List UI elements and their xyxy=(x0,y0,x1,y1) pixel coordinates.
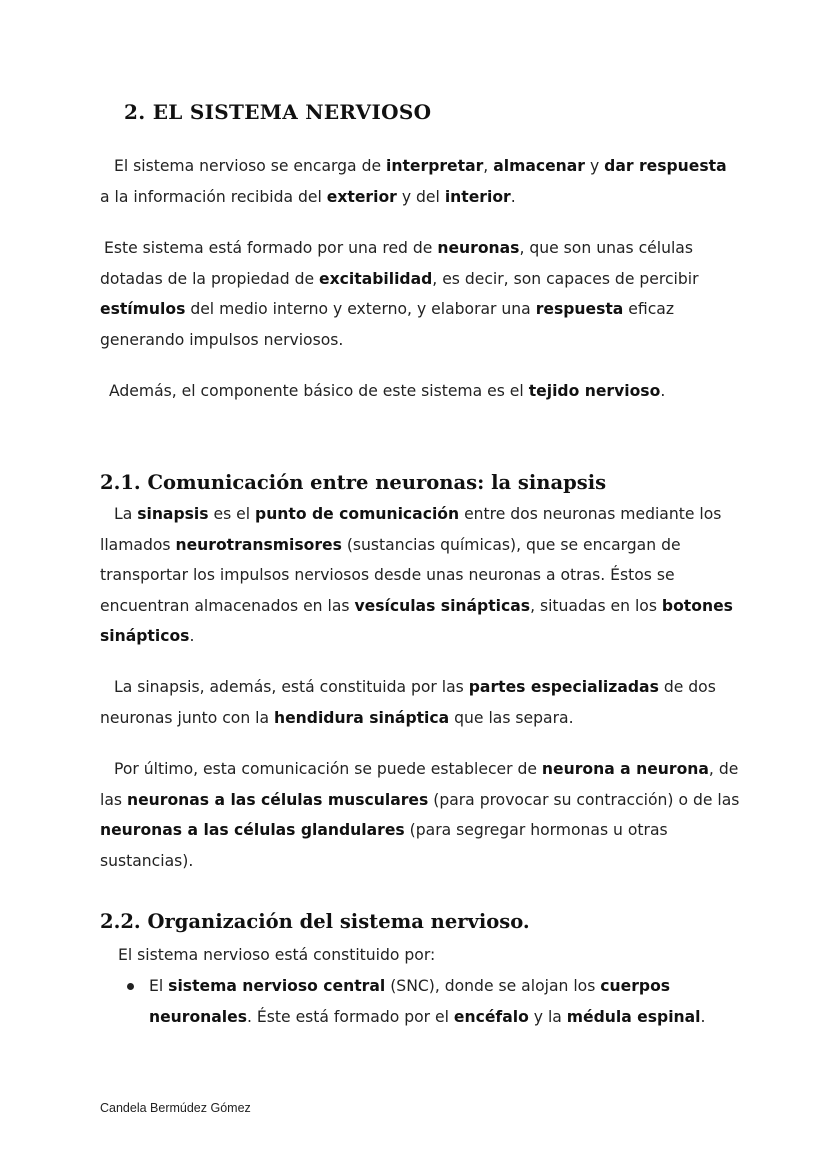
text-run: y xyxy=(585,157,605,175)
bold-term: sistema nervioso central xyxy=(168,977,386,995)
bold-term: punto de comunicación xyxy=(255,505,460,523)
bold-term: estímulos xyxy=(100,300,186,318)
page-title: 2. EL SISTEMA NERVIOSO xyxy=(124,100,432,124)
bold-term: interior xyxy=(444,187,511,206)
bold-term: dar respuesta xyxy=(604,157,727,175)
text-run: (para segregar hormonas u otras sustancias). xyxy=(100,821,668,870)
section-heading-sinapsis: 2.1. Comunicación entre neuronas: la sinapsis xyxy=(100,471,607,494)
bold-term: interpretar xyxy=(386,157,484,175)
text-run: . xyxy=(700,1007,706,1026)
text-run: eficaz generando impulsos nerviosos. xyxy=(100,300,675,349)
organizacion-list xyxy=(122,971,742,1032)
text-run: , de las xyxy=(100,760,739,809)
text-run: Además, el componente básico de este sistema es el xyxy=(109,382,529,400)
sinapsis-paragraph-3 xyxy=(100,754,740,876)
sinapsis-paragraph-2 xyxy=(100,672,740,733)
bold-term: respuesta xyxy=(535,300,624,318)
intro-paragraph-2 xyxy=(100,233,740,355)
bold-term: neuronas xyxy=(437,239,520,257)
text-run: (para provocar su contracción) o de las xyxy=(428,790,740,809)
intro-paragraph-3 xyxy=(100,376,740,407)
text-run: El sistema nervioso se encarga de xyxy=(114,157,387,175)
bold-term: partes especializadas xyxy=(468,678,659,696)
bold-term: tejido nervioso xyxy=(528,382,661,400)
text-run: La sinapsis, además, está constituida por las xyxy=(114,678,469,696)
text-run: (SNC), donde se alojan los xyxy=(385,977,601,995)
text-run: y la xyxy=(528,1007,567,1026)
bold-term: neuronas a las células glandulares xyxy=(100,821,405,839)
text-run: . Éste está formado por el xyxy=(247,1007,454,1026)
intro-paragraph-1 xyxy=(100,151,740,212)
bold-term: excitabilidad xyxy=(319,269,433,288)
organizacion-intro: El sistema nervioso está constituido por: xyxy=(118,946,436,964)
page-footer-author: Candela Bermúdez Gómez xyxy=(100,1101,251,1115)
text-run: . xyxy=(660,382,666,400)
bold-term: médula espinal xyxy=(566,1007,701,1026)
bold-term: vesículas sinápticas xyxy=(354,596,531,615)
bold-term: cuerpos neuronales xyxy=(149,977,671,1026)
text-run: , situadas en los xyxy=(530,596,662,615)
text-run: de dos neuronas junto con la xyxy=(100,678,716,727)
text-run: a la información recibida del xyxy=(100,187,327,206)
bold-term: almacenar xyxy=(493,157,585,175)
text-run: , es decir, son capaces de percibir xyxy=(432,269,699,288)
text-run: La xyxy=(114,505,138,523)
bold-term: botones sinápticos xyxy=(100,596,733,645)
text-run: , xyxy=(483,157,494,175)
section-heading-organizacion: 2.2. Organización del sistema nervioso. xyxy=(100,910,530,933)
bold-term: neurona a neurona xyxy=(541,760,709,778)
bold-term: sinapsis xyxy=(137,505,209,523)
text-run: . xyxy=(510,187,516,206)
text-run: entre dos neuronas mediante los llamados xyxy=(100,505,722,554)
bold-term: neuronas a las células musculares xyxy=(126,790,429,809)
text-run: , que son unas células dotadas de la propiedad de xyxy=(100,239,693,288)
bold-term: neurotransmisores xyxy=(175,535,342,554)
text-run: (sustancias químicas), que se encargan de transportar los impulsos nerviosos desde unas neuronas a otras. Éstos se encuentran almacenados en las xyxy=(100,535,681,615)
text-run: y del xyxy=(396,187,445,206)
text-run: es el xyxy=(208,505,256,523)
text-run: Este sistema está formado por una red de xyxy=(104,239,438,257)
bold-term: exterior xyxy=(326,187,397,206)
list-item xyxy=(122,971,742,1032)
text-run: El xyxy=(149,977,169,995)
text-run: que las separa. xyxy=(449,708,574,727)
bold-term: hendidura sináptica xyxy=(274,708,450,727)
text-run: Por último, esta comunicación se puede establecer de xyxy=(114,760,542,778)
sinapsis-paragraph-1 xyxy=(100,499,740,652)
text-run: . xyxy=(189,627,195,645)
text-run: del medio interno y externo, y elaborar una xyxy=(185,300,536,318)
bold-term: encéfalo xyxy=(453,1007,529,1026)
